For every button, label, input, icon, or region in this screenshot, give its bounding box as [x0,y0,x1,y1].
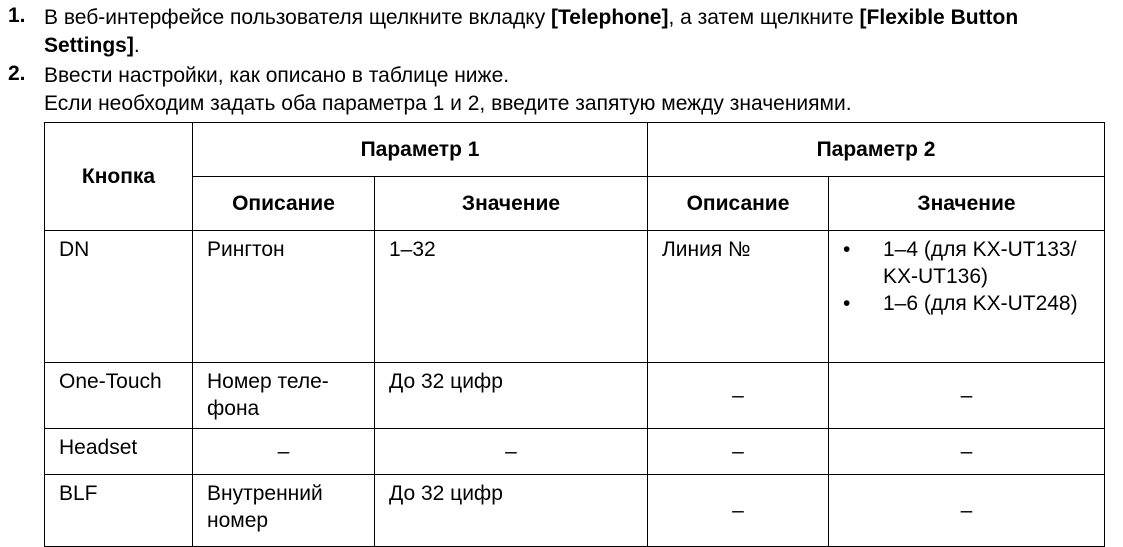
cell-value1: До 32 цифр [375,475,648,547]
cell-value2: – [829,429,1105,475]
table-row [45,475,1105,547]
table-row [45,231,1105,363]
header-value1: Значение [375,177,648,231]
cell-button: One-Touch [45,363,193,429]
flexible-button-settings-ref: [Flexible Button Settings] [44,6,1019,57]
list-item [843,290,1104,317]
cell-value1: – [375,429,648,475]
header-button: Кнопка [45,123,193,231]
cell-value1: До 32 цифр [375,363,648,429]
step-text-line: Если необходим задать оба параметра 1 и 2, введите запятую между значениями. [44,92,852,115]
step-text [44,62,1119,118]
cell-desc1: Внутренний номер [193,475,375,547]
cell-button: Headset [45,429,193,475]
cell-value2: – [829,363,1105,429]
header-desc2: Описание [648,177,829,231]
cell-value2: – [829,475,1105,547]
cell-button: BLF [45,475,193,547]
cell-desc2: Линия № [648,231,829,363]
table-row [45,363,1105,429]
cell-desc2: – [648,429,829,475]
cell-value2 [829,231,1105,363]
step-number: 2. [8,62,26,85]
cell-button: DN [45,231,193,363]
header-param1: Параметр 1 [193,123,648,177]
table-row [45,429,1105,475]
subheader-row [45,177,1105,231]
step-text-part: , а затем щелкните [668,6,860,29]
step-text-part: В веб-интерфейсе пользователя щелкните вкладку [44,6,552,29]
bullet-icon: • [843,292,851,315]
header-value2: Значение [829,177,1105,231]
step-number: 1. [8,4,26,27]
list-item [843,236,1104,290]
bullet-icon: • [843,238,851,261]
header-desc1: Описание [193,177,375,231]
header-row [45,123,1105,177]
cell-value1: 1–32 [375,231,648,363]
step-text-line: Ввести настройки, как описано в таблице ниже. [44,64,510,87]
telephone-tab-ref: [Telephone] [551,6,669,29]
cell-desc2: – [648,475,829,547]
cell-desc2: – [648,363,829,429]
cell-desc1: Рингтон [193,231,375,363]
button-settings-table [44,122,1105,547]
cell-desc1: – [193,429,375,475]
list-item-text: 1–6 (для KX-UT248) [883,292,1078,315]
header-param2: Параметр 2 [648,123,1105,177]
step-text-part: . [133,34,140,57]
list-item-text: 1–4 (для KX-UT133/ KX-UT136) [883,238,1077,288]
value2-list [843,236,1104,317]
cell-desc1: Номер теле-фона [193,363,375,429]
step-text [44,4,1119,60]
